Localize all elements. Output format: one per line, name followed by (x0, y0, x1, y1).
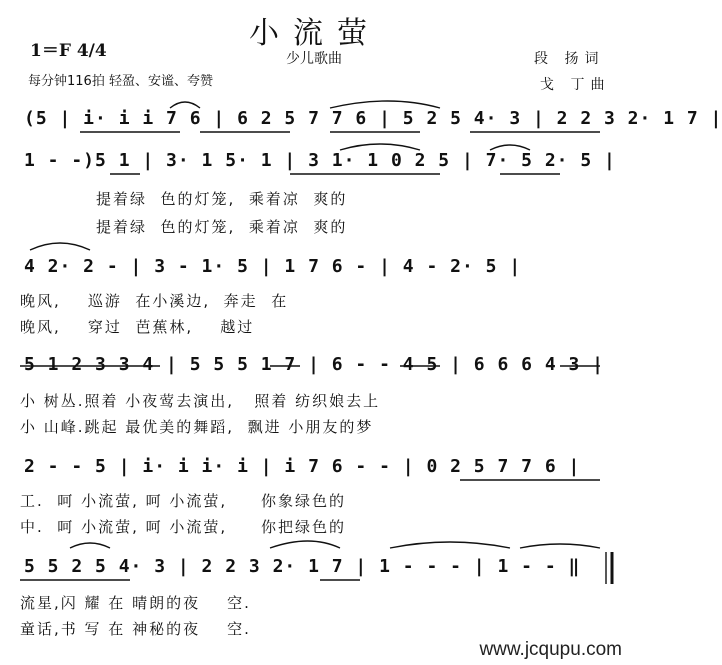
site-watermark: www.jcqupu.com (479, 639, 622, 660)
lyric-line-6-verse-1: 流星,闪 耀 在 晴朗的夜 空. (20, 594, 251, 612)
notation-line-5: 2 - - 5 | i· i i· i | i 7 6 - - | 0 2 5 7 7 6 | (24, 456, 581, 477)
lyric-line-3-verse-2: 晚风, 穿过 芭蕉林, 越过 (20, 318, 255, 336)
key-signature: 1＝F 4/4 (30, 41, 107, 61)
lyric-line-2-verse-2: 提着绿 色的灯笼, 乘着凉 爽的 (96, 218, 348, 236)
notation-line-6: 5 5 2 5 4· 3 | 2 2 3 2· 1 7 | 1 - - - | 1 - - ‖ (24, 556, 581, 577)
lyric-line-3-verse-1: 晚风, 巡游 在小溪边, 奔走 在 (20, 292, 289, 310)
notation-line-4: 5 1 2 3 3 4 | 5 5 5 1 7 | 6 - - 4 5 | 6 6 6 4 3 | (24, 354, 605, 375)
lyric-line-4-verse-1: 小 树丛.照着 小夜莺去演出, 照着 纺织娘去上 (20, 392, 381, 410)
notation-line-3: 4 2· 2 - | 3 - 1· 5 | 1 7 6 - | 4 - 2· 5 | (24, 256, 522, 277)
tempo-expression: 每分钟116拍 轻盈、安谧、夸赞 (28, 74, 213, 89)
notation-line-1: (5 | i· i i 7 6 | 6 2 5 7 7 6 | 5 2 5 4· 3 | 2 2 3 2· 1 7 | (24, 108, 722, 129)
lyric-line-5-verse-2: 中. 呵 小流萤, 呵 小流萤, 你把绿色的 (20, 518, 346, 536)
genre-label: 少儿歌曲 (286, 51, 342, 67)
song-title: 小流萤 (249, 16, 381, 51)
lyric-line-5-verse-1: 工. 呵 小流萤, 呵 小流萤, 你象绿色的 (20, 492, 346, 510)
lyric-line-2-verse-1: 提着绿 色的灯笼, 乘着凉 爽的 (96, 190, 348, 208)
lyricist-credit: 段 扬词 (534, 51, 605, 67)
composer-credit: 戈 丁曲 (540, 77, 611, 93)
notation-line-2: 1 - -)5 1 | 3· 1 5· 1 | 3 1· 1 0 2 5 | 7· 5 2· 5 | (24, 150, 616, 171)
lyric-line-6-verse-2: 童话,书 写 在 神秘的夜 空. (20, 620, 251, 638)
lyric-line-4-verse-2: 小 山峰.跳起 最优美的舞蹈, 飘进 小朋友的梦 (20, 418, 374, 436)
